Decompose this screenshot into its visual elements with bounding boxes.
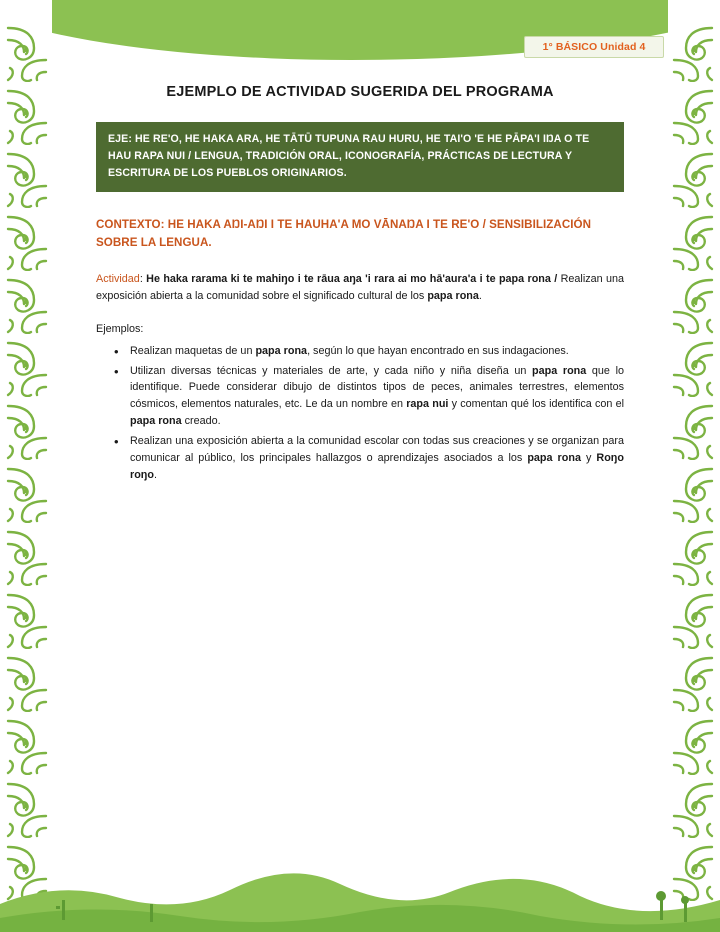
- koru-motif-icon: [670, 530, 716, 586]
- contexto-heading: CONTEXTO: HE HAKA AŊI-AŊI I TE HAUHA'A MO VĀNAŊA I TE RE'O / SENSIBILIZACIÓN SOBRE LA LENGUA.: [96, 218, 592, 249]
- koru-motif-icon: [670, 341, 716, 397]
- koru-motif-icon: [670, 152, 716, 208]
- unit-badge: 1° BÁSICO Unidad 4: [524, 36, 664, 58]
- highlight-term: Roŋo roŋo: [130, 451, 624, 481]
- koru-motif-icon: [4, 215, 50, 271]
- highlight-term: rapa nui: [406, 398, 449, 411]
- ejemplos-label: Ejemplos:: [96, 322, 144, 335]
- list-item-text: Realizan una exposición abierta a la comunidad escolar con todas sus creaciones y se organizan para comunicar al público, los principales hallazgos o aprendizajes asociados a los: [130, 434, 624, 464]
- koru-motif-icon: [670, 26, 716, 82]
- page-title: EJEMPLO DE ACTIVIDAD SUGERIDA DEL PROGRAMA: [166, 84, 554, 100]
- list-item-text: Realizan maquetas de un: [130, 344, 256, 357]
- eje-banner: EJE: HE RE'O, HE HAKA ARA, HE TĀTŪ TUPUNA RAU HURU, HE TAI'O 'E HE PĀPA'I IŊA O TE HAU RAPA NUI / LENGUA, TRADICIÓN ORAL, ICONOGRAFÍA, PRÁCTICAS DE LECTURA Y ESCRITURA DE LOS PUEBLOS ORIGINARIOS.: [96, 122, 624, 192]
- actividad-colon: :: [139, 273, 147, 286]
- bottom-decorative-band: [0, 840, 720, 932]
- highlight-term: papa rona: [527, 451, 581, 464]
- list-item-text: y comentan qué los identifica con el: [448, 398, 624, 411]
- koru-motif-icon: [4, 593, 50, 649]
- list-item-text: Utilizan diversas técnicas y materiales de arte, y cada niño y niña diseña un: [130, 364, 533, 377]
- list-item: [130, 363, 624, 430]
- koru-motif-icon: [670, 278, 716, 334]
- list-item-text: .: [154, 468, 157, 481]
- landscape-silhouette-icon: [0, 840, 720, 932]
- actividad-label: Actividad: [96, 273, 140, 286]
- koru-motif-icon: [4, 719, 50, 775]
- actividad-es-pre: Realizan una exposición abierta a la comunidad sobre el significado cultural de los: [96, 273, 624, 302]
- list-item-text: , según lo que hayan encontrado en sus indagaciones.: [307, 344, 569, 357]
- ejemplos-list: [96, 343, 624, 484]
- highlight-term: papa rona: [532, 364, 587, 377]
- koru-motif-icon: [670, 215, 716, 271]
- highlight-term: papa rona: [255, 344, 308, 357]
- list-item: [130, 433, 624, 483]
- koru-motif-icon: [670, 467, 716, 523]
- koru-motif-icon: [4, 404, 50, 460]
- koru-motif-icon: [4, 656, 50, 712]
- koru-motif-icon: [4, 89, 50, 145]
- actividad-rapanui-text: He haka rarama ki te mahiŋo i te rāua aŋa 'i rara ai mo hā'aura'a i te papa rona /: [146, 273, 558, 286]
- koru-motif-icon: [670, 782, 716, 838]
- list-item-text: creado.: [181, 415, 221, 428]
- koru-motif-icon: [4, 278, 50, 334]
- koru-motif-icon: [4, 530, 50, 586]
- koru-motif-icon: [4, 152, 50, 208]
- list-item-text: y: [580, 451, 597, 464]
- list-item-text: que lo identifique. Puede considerar dibujo de distintos tipos de peces, animales terrestres, elementos cósmicos, elementos naturales, etc. Le da un nombre en: [130, 364, 624, 411]
- actividad-es-post: .: [478, 289, 482, 302]
- koru-motif-icon: [670, 593, 716, 649]
- actividad-paragraph: [96, 271, 624, 304]
- list-item: [130, 343, 624, 360]
- koru-motif-icon: [670, 719, 716, 775]
- koru-motif-icon: [4, 467, 50, 523]
- koru-motif-icon: [4, 26, 50, 82]
- koru-motif-icon: [670, 404, 716, 460]
- highlight-term: papa rona: [130, 415, 182, 428]
- koru-motif-icon: [670, 89, 716, 145]
- left-decorative-border: [0, 0, 52, 932]
- actividad-es-term: papa rona: [427, 289, 479, 302]
- koru-motif-icon: [4, 782, 50, 838]
- document-content: [96, 84, 624, 486]
- koru-motif-icon: [4, 341, 50, 397]
- koru-motif-icon: [670, 656, 716, 712]
- right-decorative-border: [668, 0, 720, 932]
